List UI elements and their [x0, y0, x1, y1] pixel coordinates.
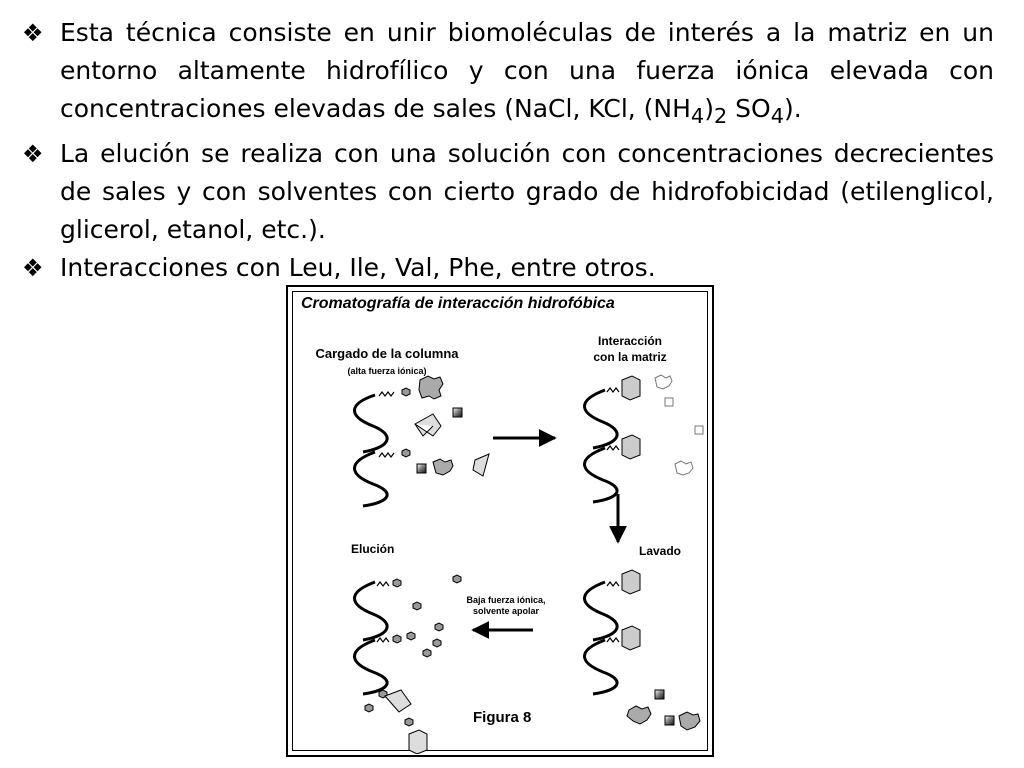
salt-cube-icon: [417, 464, 426, 473]
panel-loading: [354, 376, 489, 506]
figure-caption: Figura 8: [473, 709, 532, 726]
panel-interaction: [584, 375, 703, 502]
matrix-strand: [354, 395, 387, 452]
protein-wedge-icon: [473, 454, 489, 476]
diamond-bullet-icon: ❖: [22, 19, 44, 47]
ligand-zigzag: [607, 582, 619, 586]
salt-cube-icon: [695, 426, 703, 434]
washing-label: Lavado: [639, 544, 682, 558]
figure-inner-border: [292, 291, 708, 751]
diamond-bullet-icon: ❖: [22, 254, 44, 282]
hexagon-molecule-icon: [413, 602, 421, 610]
elution-label: Elución: [351, 542, 395, 556]
diamond-bullet-icon: ❖: [22, 140, 44, 168]
ligand-zigzag: [379, 392, 394, 396]
hexagon-molecule-icon: [365, 704, 373, 712]
hexagon-molecule-icon: [423, 649, 431, 657]
hexagon-molecule-icon: [405, 718, 413, 726]
interaction-label-line1: Interacción: [597, 334, 663, 348]
salt-cube-icon: [655, 690, 664, 699]
ligand-zigzag: [379, 453, 394, 457]
hexagon-molecule-icon: [433, 639, 441, 647]
protein-wedge-icon: [415, 414, 441, 436]
panel-washing: [584, 570, 700, 730]
subscript: 4: [690, 104, 705, 128]
hydrophobic-ligand-icon: [393, 579, 401, 587]
loading-label: Cargado de la columna: [315, 346, 459, 361]
bound-protein-icon: [622, 376, 640, 400]
ligand-zigzag: [377, 582, 389, 586]
figure-8: [286, 285, 714, 757]
loading-sublabel: (alta fuerza iónica): [347, 366, 427, 376]
figure-title: Cromatografía de interacción hidrofóbica: [301, 295, 615, 312]
elution-condition-line2: solvente apolar: [472, 606, 540, 616]
ligand-zigzag: [607, 446, 619, 450]
ligand-zigzag: [607, 638, 619, 642]
matrix-strand: [354, 582, 387, 640]
interaction-label-line2: con la matriz: [593, 350, 667, 364]
protein-blob-icon: [433, 459, 453, 475]
hexagon-molecule-icon: [453, 575, 461, 583]
bullet-elution: [22, 135, 994, 249]
matrix-strand: [584, 390, 617, 448]
hydrophobic-ligand-icon: [393, 635, 401, 643]
salt-cube-icon: [665, 398, 673, 406]
salt-blob-icon: [675, 461, 693, 475]
matrix-strand: [584, 640, 617, 694]
bound-protein-icon: [622, 570, 640, 594]
bound-protein-icon: [622, 626, 640, 650]
protein-wedge-icon: [409, 730, 427, 754]
ligand-zigzag: [607, 388, 619, 392]
elution-condition-line1: Baja fuerza iónica,: [466, 595, 546, 605]
protein-blob-icon: [419, 376, 443, 399]
bullet-text: ).: [783, 94, 802, 123]
salt-cube-icon: [665, 716, 674, 725]
bullet-text: Interacciones con Leu, Ile, Val, Phe, entre otros.: [60, 253, 656, 282]
hexagon-molecule-icon: [435, 623, 443, 631]
bullet-text: La elución se realiza con una solución con concentraciones decrecientes de sales y con solventes con cierto grado de hidrofobicidad (etilenglicol, glicerol, etanol, etc.).: [60, 139, 994, 244]
ligand-zigzag: [377, 638, 389, 642]
hexagon-molecule-icon: [407, 632, 415, 640]
bullet-list: [22, 14, 994, 287]
matrix-strand: [354, 640, 387, 694]
salt-cube-icon: [453, 408, 462, 417]
subscript: 2: [713, 104, 728, 128]
salt-blob-icon: [655, 375, 672, 389]
protein-blob-icon: [627, 706, 651, 724]
panel-elution: [354, 575, 461, 754]
bound-protein-icon: [622, 435, 640, 459]
protein-wedge-icon: [385, 690, 411, 712]
bullet-hic-binding: [22, 14, 994, 135]
matrix-strand: [584, 448, 617, 502]
matrix-strand: [354, 452, 387, 506]
matrix-strand: [584, 582, 617, 640]
bullet-text: ): [704, 94, 714, 123]
bullet-text: SO: [727, 94, 771, 123]
protein-blob-icon: [679, 712, 700, 730]
hydrophobic-ligand-icon: [402, 388, 410, 396]
hydrophobic-ligand-icon: [402, 449, 410, 457]
bullet-interactions: [22, 249, 994, 287]
subscript: 4: [770, 104, 784, 128]
bullet-text: Esta técnica consiste en unir biomoléculas de interés a la matriz en un entorno altamente hidrofílico y con una fuerza iónica elevada con concentraciones elevadas de sales (NaCl, KCl, (NH: [60, 18, 994, 123]
